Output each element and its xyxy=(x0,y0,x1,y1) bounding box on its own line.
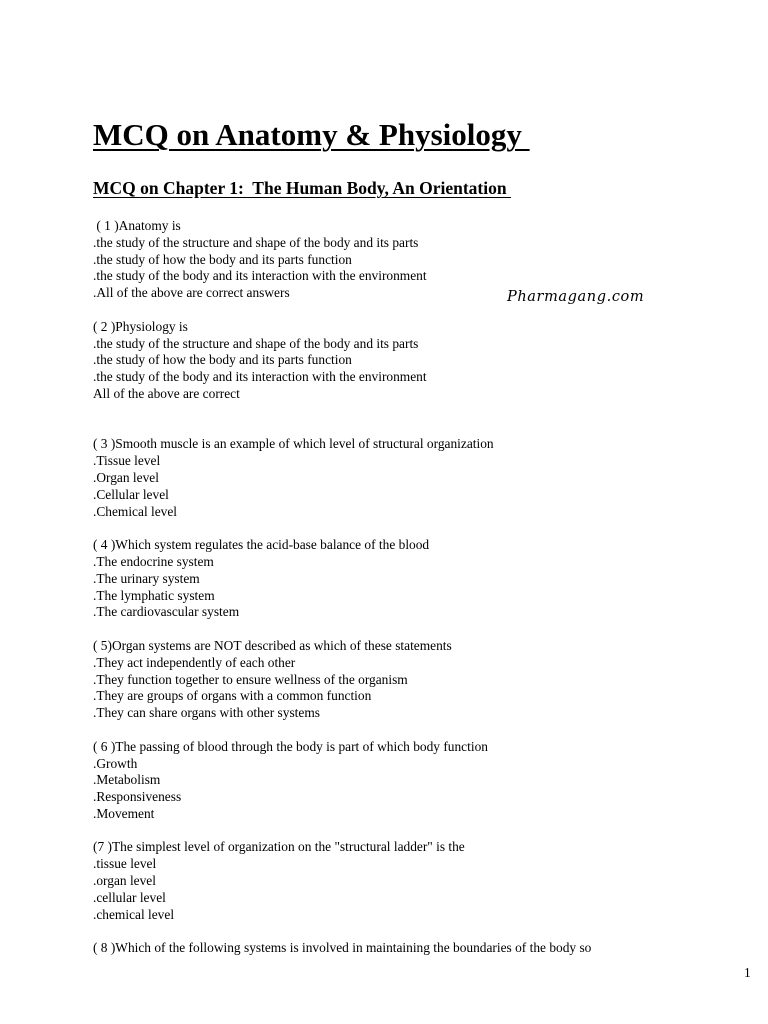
answer-option: .They are groups of organs with a common function xyxy=(93,688,372,704)
page-title: MCQ on Anatomy & Physiology xyxy=(93,117,530,152)
answer-option: All of the above are correct xyxy=(93,385,240,401)
question-stem: ( 2 )Physiology is xyxy=(93,318,188,334)
question-list xyxy=(93,218,733,957)
question-stem: ( 3 )Smooth muscle is an example of which level of structural organization xyxy=(93,436,494,452)
question-6 xyxy=(93,739,733,823)
question-3 xyxy=(93,436,733,520)
question-7 xyxy=(93,839,733,923)
page-number: 1 xyxy=(744,965,751,980)
watermark: Pharmagang.com xyxy=(507,289,645,305)
question-5 xyxy=(93,638,733,722)
question-stem: ( 1 )Anatomy is xyxy=(93,218,181,233)
answer-option: .chemical level xyxy=(93,906,175,922)
answer-option: .the study of the body and its interaction with the environment xyxy=(93,268,427,284)
question-stem: (7 )The simplest level of organization on the "structural ladder" is the xyxy=(93,839,465,855)
spacer xyxy=(93,823,733,840)
question-1 xyxy=(93,218,733,302)
answer-option: .the study of the structure and shape of the body and its parts xyxy=(93,335,419,351)
answer-option: .The endocrine system xyxy=(93,553,214,569)
answer-option: .Growth xyxy=(93,755,138,771)
question-stem: ( 6 )The passing of blood through the body is part of which body function xyxy=(93,738,488,754)
answer-option: .cellular level xyxy=(93,889,166,905)
spacer xyxy=(93,302,733,319)
question-8 xyxy=(93,940,733,957)
answer-option: .the study of the structure and shape of the body and its parts xyxy=(93,234,419,250)
answer-option: .The urinary system xyxy=(93,570,200,586)
spacer xyxy=(93,621,733,638)
answer-option: .tissue level xyxy=(93,856,157,872)
answer-option: .Responsiveness xyxy=(93,789,182,805)
question-4 xyxy=(93,537,733,621)
spacer xyxy=(93,520,733,537)
answer-option: .The cardiovascular system xyxy=(93,604,240,620)
spacer xyxy=(93,923,733,940)
answer-option: .They act independently of each other xyxy=(93,654,296,670)
answer-option: .the study of how the body and its parts function xyxy=(93,251,352,267)
answer-option: .Organ level xyxy=(93,469,159,485)
spacer xyxy=(93,722,733,739)
answer-option: .Metabolism xyxy=(93,772,161,788)
answer-option: .the study of the body and its interaction with the environment xyxy=(93,369,427,385)
answer-option: .Tissue level xyxy=(93,453,161,469)
question-stem: ( 8 )Which of the following systems is involved in maintaining the boundaries of the body so xyxy=(93,940,592,956)
answer-option: .The lymphatic system xyxy=(93,587,215,603)
question-2 xyxy=(93,319,733,403)
answer-option: .Cellular level xyxy=(93,486,169,502)
answer-option: .All of the above are correct answers xyxy=(93,285,290,301)
answer-option: .organ level xyxy=(93,873,156,889)
answer-option: .They function together to ensure wellness of the organism xyxy=(93,671,408,687)
answer-option: .They can share organs with other systems xyxy=(93,705,320,721)
answer-option: .Movement xyxy=(93,805,155,821)
question-stem: ( 4 )Which system regulates the acid-base balance of the blood xyxy=(93,537,430,553)
spacer xyxy=(93,403,733,437)
question-stem: ( 5)Organ systems are NOT described as which of these statements xyxy=(93,637,452,653)
chapter-heading: MCQ on Chapter 1: The Human Body, An Orientation xyxy=(93,178,511,198)
answer-option: .Chemical level xyxy=(93,503,178,519)
answer-option: .the study of how the body and its parts function xyxy=(93,352,352,368)
